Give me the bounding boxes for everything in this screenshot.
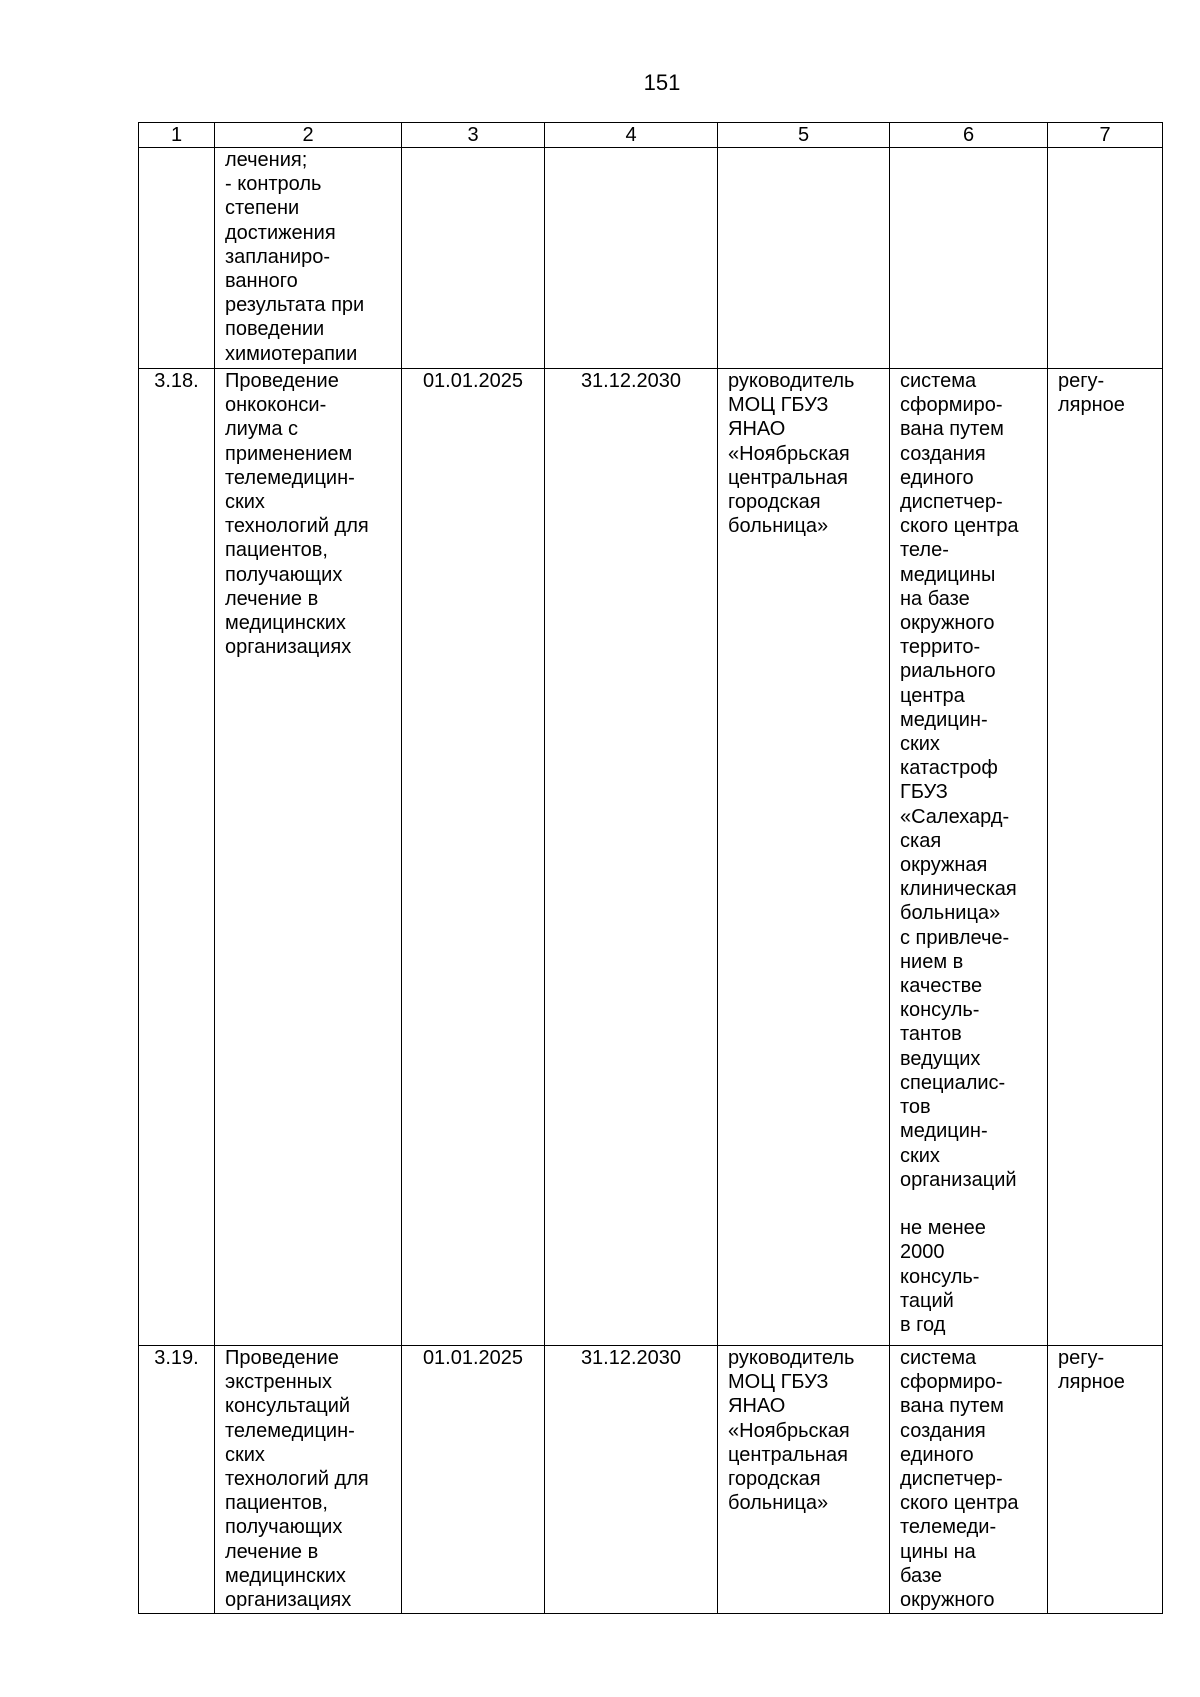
responsible-cell: руководитель МОЦ ГБУЗ ЯНАО «Ноябрьская центральная городская больница» [718, 369, 890, 1346]
end-date-cell: 31.12.2030 [545, 1346, 718, 1614]
end-date-cell [545, 148, 718, 369]
column-header: 5 [718, 123, 890, 148]
measure-cell: лечения; - контроль степени достижения запланиро- ванного результата при поведении химиотерапии [215, 148, 402, 369]
result-cell: система сформиро- вана путем создания единого диспетчер- ского центра теле- медицины на базе окружного террито- риального центра медицин- ских катастроф ГБУЗ «Салехард- ская окружная клиническая больница» с привлече- нием в качестве консуль- тантов ведущих специалис- тов медицин- ских организаций не менее 2000 консуль- таций в год [890, 369, 1048, 1346]
responsible-cell: руководитель МОЦ ГБУЗ ЯНАО «Ноябрьская центральная городская больница» [718, 1346, 890, 1614]
column-header: 6 [890, 123, 1048, 148]
column-header: 1 [139, 123, 215, 148]
column-header: 3 [402, 123, 545, 148]
column-header: 4 [545, 123, 718, 148]
start-date-cell: 01.01.2025 [402, 369, 545, 1346]
type-cell: регу- лярное [1048, 369, 1163, 1346]
table-row [139, 369, 1163, 1346]
table-row [139, 1346, 1163, 1614]
measures-table [138, 122, 1163, 1614]
column-header: 2 [215, 123, 402, 148]
measure-cell: Проведение экстренных консультаций телемедицин- ских технологий для пациентов, получающих лечение в медицинских организациях [215, 1346, 402, 1614]
responsible-cell [718, 148, 890, 369]
table-header-row [139, 123, 1163, 148]
row-number-cell: 3.18. [139, 369, 215, 1346]
measure-cell: Проведение онкоконси- лиума с применением телемедицин- ских технологий для пациентов, получающих лечение в медицинских организациях [215, 369, 402, 1346]
page-number: 151 [643, 70, 681, 95]
result-cell [890, 148, 1048, 369]
start-date-cell [402, 148, 545, 369]
table-row [139, 148, 1163, 369]
end-date-cell: 31.12.2030 [545, 369, 718, 1346]
start-date-cell: 01.01.2025 [402, 1346, 545, 1614]
type-cell [1048, 148, 1163, 369]
result-cell: система сформиро- вана путем создания единого диспетчер- ского центра телемеди- цины на базе окружного [890, 1346, 1048, 1614]
column-header: 7 [1048, 123, 1163, 148]
row-number-cell [139, 148, 215, 369]
row-number-cell: 3.19. [139, 1346, 215, 1614]
type-cell: регу- лярное [1048, 1346, 1163, 1614]
